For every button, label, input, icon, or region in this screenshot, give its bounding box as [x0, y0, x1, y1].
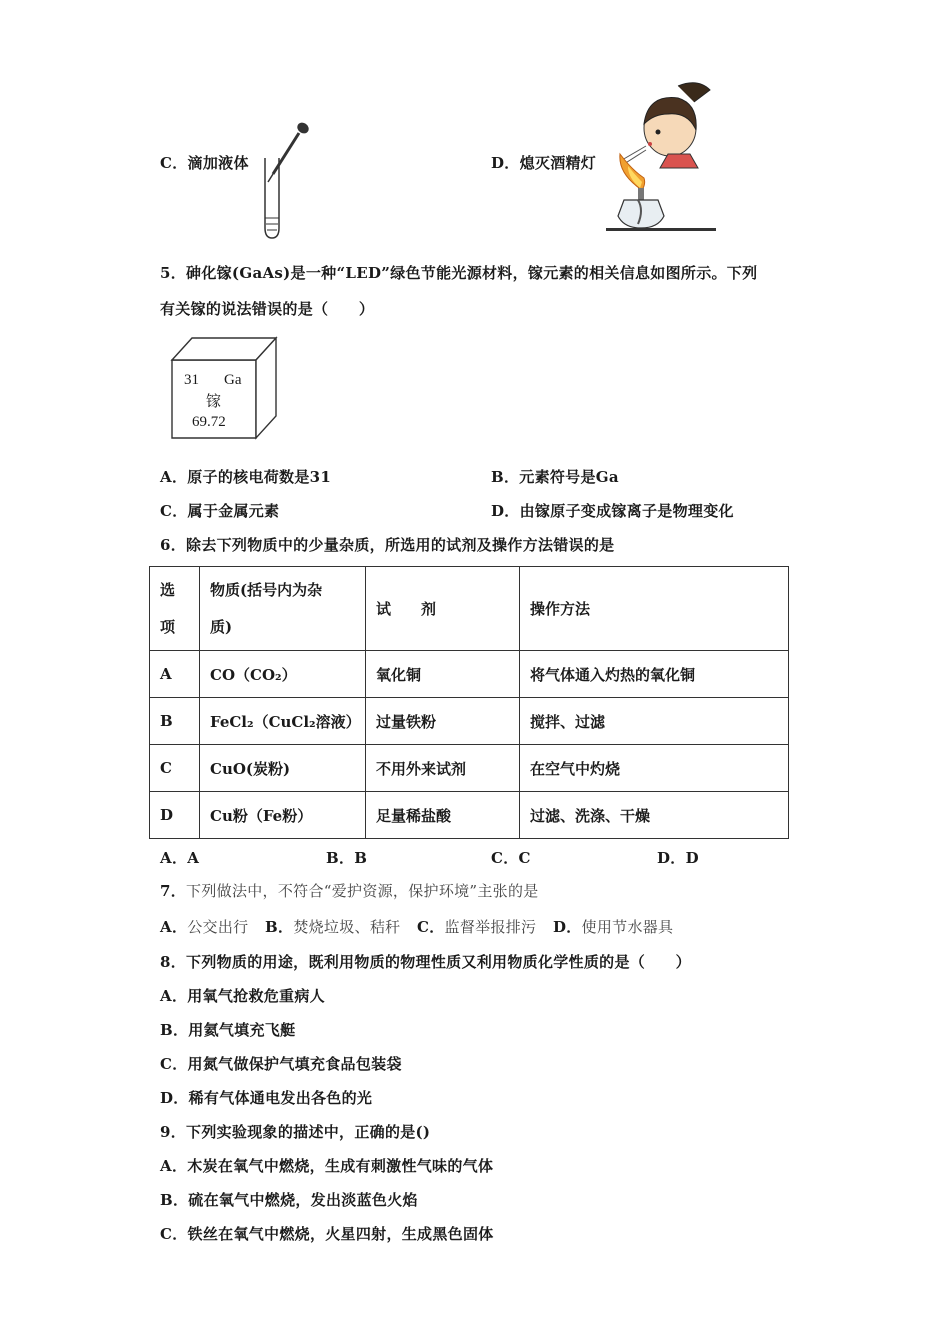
q8-option-d: D．稀有气体通电发出各色的光: [160, 1089, 373, 1107]
cell-reagent: 氧化铜: [366, 651, 520, 698]
q8-option-a: A．用氧气抢救危重病人: [160, 987, 325, 1005]
table-header-row: [150, 567, 789, 651]
cell-reagent: 不用外来试剂: [366, 745, 520, 792]
cell-method: 在空气中灼烧: [520, 745, 789, 792]
q9-option-b: B．硫在氧气中燃烧，发出淡蓝色火焰: [160, 1191, 418, 1209]
element-symbol: Ga: [224, 372, 242, 388]
q6-stem: 6．除去下列物质中的少量杂质，所选用的试剂及操作方法错误的是: [160, 536, 615, 554]
q6-answer-c: C．C: [491, 849, 531, 867]
header-reagent: 试 剂: [366, 567, 520, 651]
cell-reagent: 过量铁粉: [366, 698, 520, 745]
cell-reagent: 足量稀盐酸: [366, 792, 520, 839]
q7-label-b: B．: [265, 918, 294, 936]
cell-option: B: [150, 698, 200, 745]
q5-stem-line2: 有关镓的说法错误的是（ ）: [160, 300, 375, 318]
q7-label-d: D．: [552, 918, 582, 936]
q6-answer-a: A．A: [160, 849, 200, 867]
element-atomic-mass: 69.72: [192, 414, 226, 430]
dropper-test-tube-icon: [255, 118, 325, 244]
q7-number: 7．: [160, 882, 187, 900]
q9-stem: 9．下列实验现象的描述中，正确的是(): [160, 1123, 431, 1141]
element-name: 镓: [206, 392, 222, 410]
table-row: [150, 745, 789, 792]
q7-text-b: 焚烧垃圾、秸秆: [293, 918, 401, 936]
q9-option-c: C．铁丝在氧气中燃烧，火星四射，生成黑色固体: [160, 1225, 494, 1243]
cell-option: C: [150, 745, 200, 792]
cell-method: 搅拌、过滤: [520, 698, 789, 745]
q6-answer-b: B．B: [326, 849, 368, 867]
cell-option: D: [150, 792, 200, 839]
cell-substance: FeCl₂（CuCl₂溶液）: [200, 698, 366, 745]
blowing-alcohol-lamp-icon: [598, 78, 718, 244]
cell-method: 将气体通入灼热的氧化铜: [520, 651, 789, 698]
element-atomic-number: 31: [184, 372, 199, 388]
q7-options: [160, 916, 673, 937]
q5-option-c: C．属于金属元素: [160, 502, 280, 520]
q9-option-a: A．木炭在氧气中燃烧，生成有刺激性气味的气体: [160, 1157, 494, 1175]
q7-label-c: C．: [417, 918, 445, 936]
header-option: 选 项: [150, 567, 200, 651]
header-method: 操作方法: [520, 567, 789, 651]
header-substance: 物质(括号内为杂 质): [200, 567, 366, 651]
table-row: [150, 698, 789, 745]
q5-option-d: D．由镓原子变成镓离子是物理变化: [491, 502, 734, 520]
q7-text-a: 公交出行: [187, 918, 249, 936]
cell-option: A: [150, 651, 200, 698]
q5-option-a: A．原子的核电荷数是31: [160, 468, 332, 486]
q4-option-d: D．熄灭酒精灯: [491, 154, 597, 172]
q7-text-d: 使用节水器具: [581, 918, 674, 936]
cell-substance: Cu粉（Fe粉）: [200, 792, 366, 839]
q8-option-c: C．用氮气做保护气填充食品包装袋: [160, 1055, 402, 1073]
q5-stem-line1: 5．砷化镓(GaAs)是一种“LED”绿色节能光源材料，镓元素的相关信息如图所示。下列: [160, 264, 758, 282]
q4-option-c: C．滴加液体: [160, 154, 249, 172]
q7-label-a: A．: [160, 918, 188, 936]
cell-method: 过滤、洗涤、干燥: [520, 792, 789, 839]
q7-stem: [160, 880, 539, 901]
q6-table: [149, 566, 789, 839]
table-row: [150, 792, 789, 839]
table-row: [150, 651, 789, 698]
q8-stem: 8．下列物质的用途，既利用物质的物理性质又利用物质化学性质的是（ ）: [160, 953, 691, 971]
q7-stem-text: 下列做法中，不符合“爱护资源，保护环境”主张的是: [186, 882, 539, 900]
element-card: [170, 336, 280, 442]
q8-option-b: B．用氦气填充飞艇: [160, 1021, 296, 1039]
cell-substance: CuO(炭粉): [200, 745, 366, 792]
q7-text-c: 监督举报排污: [444, 918, 537, 936]
q5-option-b: B．元素符号是Ga: [491, 468, 619, 486]
q6-answer-d: D．D: [657, 849, 699, 867]
cell-substance: CO（CO₂）: [200, 651, 366, 698]
